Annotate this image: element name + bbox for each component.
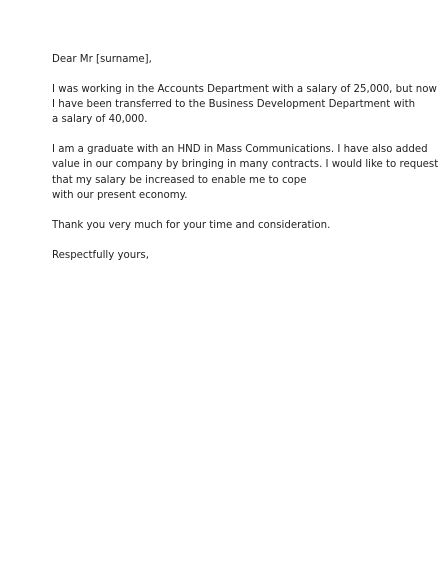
paragraph-line: I am a graduate with an HND in Mass Communications. I have also added [52,144,428,156]
paragraph-salary-transfer [52,82,437,128]
paragraph-thanks [52,218,412,233]
paragraph-line: that my salary be increased to enable me to cope [52,174,307,186]
salutation-text: Dear Mr [surname], [52,54,152,65]
letter-body [52,52,439,263]
paragraph-line: a salary of 40,000. [52,114,148,126]
paragraph-line: Thank you very much for your time and consideration. [52,219,331,231]
closing-text: Respectfully yours, [52,249,149,261]
paragraph-request [52,142,439,203]
paragraph-line: value in our company by bringing in many contracts. I would like to request [52,159,439,171]
salutation [52,52,412,67]
paragraph-line: I have been transferred to the Business Development Department with [52,99,416,111]
closing [52,248,412,263]
paragraph-line: with our present economy. [52,190,188,202]
paragraph-line: I was working in the Accounts Department with a salary of 25,000, but now [52,83,437,95]
